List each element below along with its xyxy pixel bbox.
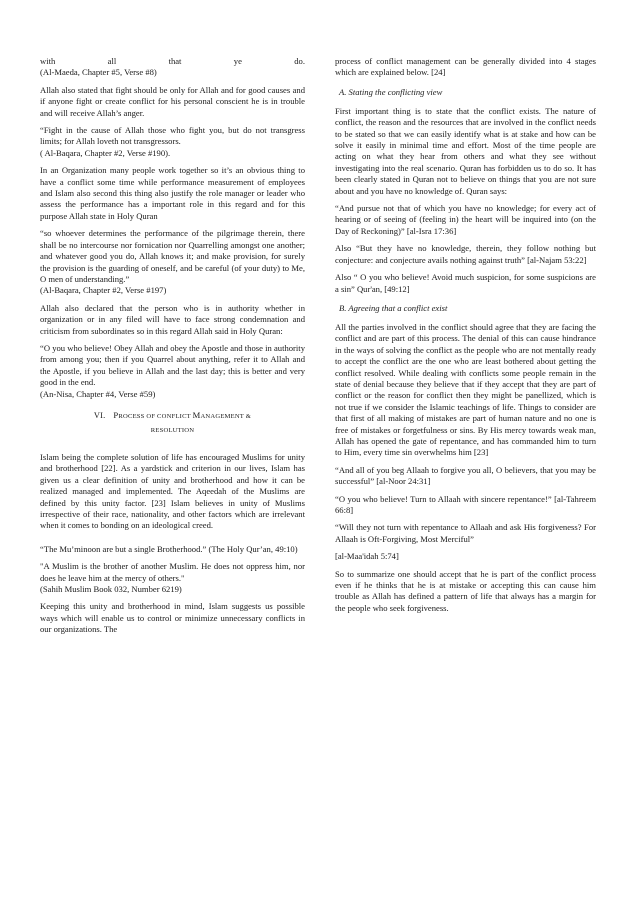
paragraph: So to summarize one should accept that he is part of the conflict process even if he thinks that he is at mistake or accepting this can cause him trouble as Allah has defined a pattern of life that always has a margin for the people who seek forgiveness. bbox=[335, 568, 596, 613]
paragraph: Islam being the complete solution of life has encouraged Muslims for unity and brotherhood [22]. As a yardstick and criterion in our lives, Islam has given us a clear definition of unity and brotherhood and how it can be realized managed and implemented. The Aqeedah of the Muslims are defined by this unity factor. [23] Islam believes in unity of Muslims irrespective of their race, nationality, and other factors which are irrelevant when it comes to bonding on an ideological creed. bbox=[40, 451, 305, 531]
section-heading-line1: VI. PROCESS OF CONFLICT MANAGEMENT & bbox=[93, 409, 252, 420]
verse-citation: (An-Nisa, Chapter #4, Verse #59) bbox=[40, 388, 156, 399]
quote-paragraph bbox=[40, 228, 305, 296]
paragraph: In an Organization many people work together so it’s an obvious thing to have a conflict some time while performance measurement of employees and Islam also second this thing also justify the role manager or leader who assess the performance has a important role in this regard and for this purpose Allah state in Holy Quran bbox=[40, 165, 305, 221]
quote-paragraph bbox=[40, 125, 305, 159]
paragraph: Keeping this unity and brotherhood in mind, Islam suggests us possible ways which will enable us to control or minimize unnecessary conflicts in our organizations. The bbox=[40, 601, 305, 635]
subsection-heading-a: A. Stating the conflicting view bbox=[339, 86, 443, 97]
quote-paragraph: “Will they not turn with repentance to Allaah and ask His forgiveness? For Allaah is Oft-Forgiving, Most Merciful” bbox=[335, 522, 596, 544]
paragraph: First important thing is to state that the conflict exists. The nature of conflict, the reason and the resources that are involved in the conflict needs to be stated so that we can easily identify what is at stake and how can be solve it easily in minimal time and effort. Most of the time people are acting on what they hear from others and what they see without investigating into the real scenario. Quran has forbidden us to do so. It has been clearly stated in Quran not to believe on things that you are not sure about and you have no knowledge of. Quran says: bbox=[335, 105, 596, 196]
verse-citation: (Al-Baqara, Chapter #2, Verse #197) bbox=[40, 285, 167, 296]
paragraph: All the parties involved in the conflict should agree that they are facing the conflict and are part of this process. The denial of this can cause hindrance in the ways of solving the conflict as the people who are not mentally ready to accept the conflict are the one who are least bothered about getting the conflict resolved. While dealing with conflicts some people remain in the state of denial because they believe that if they accept that they are part of conflict or the reason for conflict then they might be panellized, which is not true if we consider the Islamic teachings of life. Things to consider are that first of all making of mistakes are part of human nature and no one is free of mistakes or forgetfulness or sins. By His mercy towards weak man, Allah has opened the gate of repentance, and has commanded him to turn to Him, every time sin overwhelms him [23] bbox=[335, 321, 596, 458]
paragraph: process of conflict management can be generally divided into 4 stages which are explained below. [24] bbox=[335, 56, 596, 78]
quote-paragraph: “And pursue not that of which you have no knowledge; for every act of hearing or of seeing of (feeling in) the heart will be inquired into (on the Day of Reckoning)” [al-Isra 17:36] bbox=[335, 203, 596, 236]
quote-text: “so whoever determines the performance of the pilgrimage therein, there shall be no intercourse nor fornication nor Quarrelling amongst one another; and whatever good you do, Allah knows it; and make provision, for surely the provision is the guarding of oneself, and be careful (of your duty) to Me, O men of understanding.” bbox=[40, 228, 305, 284]
quote-paragraph: “And all of you beg Allaah to forgive you all, O believers, that you may be successful” [al-Noor 24:31] bbox=[335, 464, 596, 487]
quote-paragraph bbox=[40, 343, 305, 400]
paragraph bbox=[40, 56, 305, 79]
left-column bbox=[40, 56, 305, 642]
paragraph: Allah also stated that fight should be only for Allah and for good causes and if anyone fight or create conflict for his personal conscient he is in trouble and will receive Allah’s anger. bbox=[40, 84, 305, 118]
section-number: VI. bbox=[93, 410, 106, 420]
section-heading bbox=[40, 408, 305, 438]
quote-text: “Fight in the cause of Allah those who fight you, but do not transgress limits; for Allah loveth not transgressors. bbox=[40, 125, 305, 147]
quote-paragraph: “O you who believe! Turn to Allaah with sincere repentance!” [al-Tahreem 66:8] bbox=[335, 493, 596, 515]
verse-citation: (Al-Maeda, Chapter #5, Verse #8) bbox=[40, 67, 157, 78]
quote-paragraph bbox=[40, 561, 305, 595]
quote-paragraph: Also “But they have no knowledge, therein, they follow nothing but conjecture: and conjecture avails nothing against truth” [al-Najam 53:22] bbox=[335, 243, 596, 265]
right-column bbox=[335, 56, 596, 620]
quote-paragraph: “The Mu’minoon are but a single Brotherhood.” (The Holy Qur’an, 49:10) bbox=[40, 543, 298, 554]
verse-citation: [al-Maa'idah 5:74] bbox=[335, 551, 399, 562]
quote-text: "A Muslim is the brother of another Muslim. He does not oppress him, nor does he leave him at the mercy of others." bbox=[40, 561, 305, 583]
quote-text: “O you who believe! Obey Allah and obey the Apostle and those in authority from among you; then if you Quarrel about anything, refer it to Allah and the Apostle, if you believe in Allah and the last day; this is better and very good in the end. bbox=[40, 342, 305, 388]
quote-paragraph: Also “ O you who believe! Avoid much suspicion, for some suspicions are a sin” Qur'an, [49:12] bbox=[335, 272, 596, 294]
section-heading-line2: RESOLUTION bbox=[150, 426, 195, 434]
hadith-citation: (Sahih Muslim Book 032, Number 6219) bbox=[40, 584, 182, 595]
quote-text: with all that ye do. bbox=[40, 56, 305, 66]
subsection-heading-b: B. Agreeing that a conflict exist bbox=[339, 302, 448, 313]
paragraph: Allah also declared that the person who is in authority whether in organization or in any filed will have to face strong condemnation and criticism from subordinates so in this regard Allah said in Holy Quran: bbox=[40, 302, 305, 336]
verse-citation: ( Al-Baqara, Chapter #2, Verse #190). bbox=[40, 147, 171, 158]
